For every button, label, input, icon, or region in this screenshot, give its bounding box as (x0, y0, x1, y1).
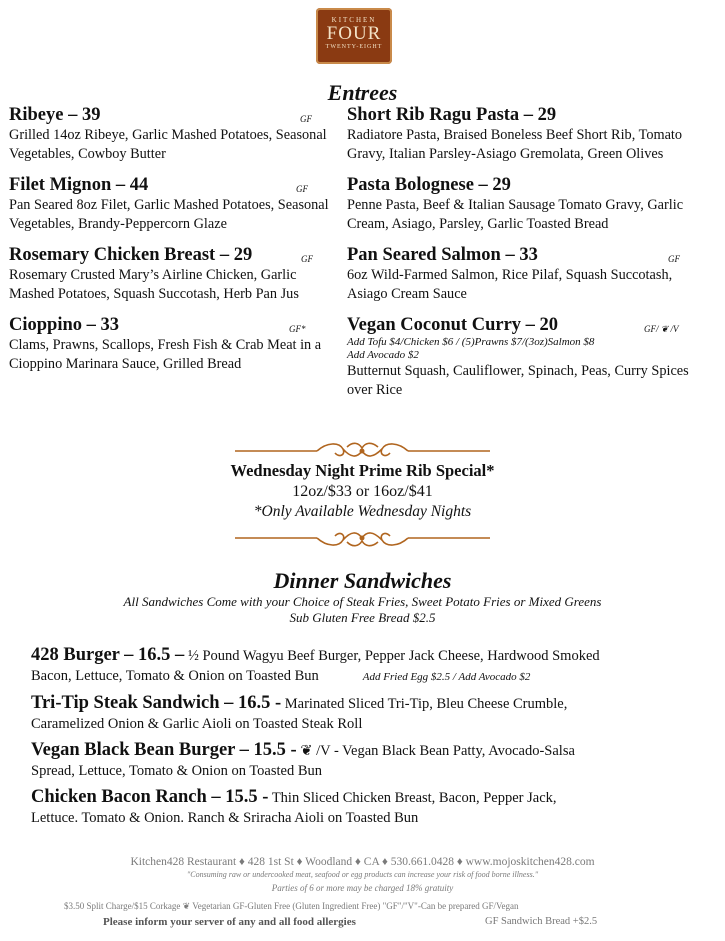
entree-name: Short Rib Ragu Pasta – 29 (347, 105, 557, 125)
logo-line-1: KITCHEN (331, 16, 377, 24)
entree-addon: Add Tofu $4/Chicken $6 / (5)Prawns $7/(3oz)Salmon $8 (347, 336, 595, 348)
entree-description: Radiatore Pasta, Braised Boneless Beef Short Rib, Tomato Gravy, Italian Parsley-Asiago Gremolata, Green Olives (347, 127, 683, 162)
entree-description: Pan Seared 8oz Filet, Garlic Mashed Potatoes, Seasonal Vegetables, Brandy-Peppercorn Glaze (9, 197, 329, 232)
sandwich-description-cont: Lettuce. Tomato & Onion. Ranch & Sriracha Aioli on Toasted Bun (31, 810, 419, 826)
sandwich-item (31, 693, 703, 734)
footer-address: Kitchen428 Restaurant ♦ 428 1st St ♦ Woodland ♦ CA ♦ 530.661.0428 ♦ www.mojoskitchen428.com (130, 856, 595, 868)
ornamental-divider-top (235, 440, 490, 462)
footer-gratuity: Parties of 6 or more may be charged 18% gratuity (271, 883, 454, 893)
diet-tag: GF/ ❦ /V (644, 324, 679, 334)
entree-item (9, 174, 337, 234)
entree-item (9, 104, 337, 164)
sandwich-list (31, 645, 703, 834)
entree-description: Butternut Squash, Cauliflower, Spinach, Peas, Curry Spices over Rice (347, 363, 689, 398)
entree-description: Penne Pasta, Beef & Italian Sausage Tomato Gravy, Garlic Cream, Asiago, Parsley, Garlic Toasted Bread (347, 197, 684, 232)
entrees-right-column (347, 104, 699, 410)
entrees-title: Entrees (327, 80, 398, 105)
special-price: 12oz/$33 or 16oz/$41 (292, 483, 433, 500)
footer-allergy-note: Please inform your server of any and all food allergies (103, 916, 356, 928)
sandwich-description: ❦ /V - Vegan Black Bean Patty, Avocado-Salsa (296, 743, 575, 759)
sandwich-description-cont: Spread, Lettuce, Tomato & Onion on Toasted Bun (31, 763, 323, 779)
entree-item (347, 104, 699, 164)
sandwiches-title: Dinner Sandwiches (273, 568, 452, 593)
sandwiches-intro-line-2: Sub Gluten Free Bread $2.5 (289, 610, 436, 625)
ornamental-divider-bottom (235, 527, 490, 549)
sandwich-item (31, 740, 703, 781)
sandwiches-intro-line-1: All Sandwiches Come with your Choice of Steak Fries, Sweet Potato Fries or Mixed Greens (123, 594, 602, 609)
footer-legend: $3.50 Split Charge/$15 Corkage ❦ Vegetarian GF-Gluten Free (Gluten Ingredient Free) "GF"/"V"-Can be prepared GF/Vegan (64, 901, 519, 911)
sandwiches-intro (0, 594, 725, 626)
footer-health-warning: "Consuming raw or undercooked meat, seafood or egg products can increase your risk of food borne illness." (186, 870, 539, 879)
entree-name: Pasta Bolognese – 29 (347, 175, 511, 195)
entree-description: 6oz Wild-Farmed Salmon, Rice Pilaf, Squash Succotash, Asiago Cream Sauce (347, 267, 673, 302)
special-note: *Only Available Wednesday Nights (253, 503, 472, 520)
entree-description: Rosemary Crusted Mary’s Airline Chicken, Garlic Mashed Potatoes, Squash Succotash, Herb Pan Jus (9, 267, 299, 302)
entree-name: Vegan Coconut Curry – 20 GF/ ❦ /V (347, 314, 699, 336)
entree-item (347, 174, 699, 234)
entrees-left-column (9, 104, 337, 384)
diet-tag: GF (301, 254, 313, 264)
sandwich-name: Tri-Tip Steak Sandwich – 16.5 - (31, 693, 282, 713)
entree-description: Clams, Prawns, Scallops, Fresh Fish & Crab Meat in a Cioppino Marinara Sauce, Grilled Bread (9, 337, 322, 372)
sandwich-description: Marinated Sliced Tri-Tip, Bleu Cheese Crumble, (281, 696, 568, 712)
logo-line-2: FOUR (326, 23, 382, 44)
footer-gf-bread: GF Sandwich Bread +$2.5 (485, 916, 598, 927)
sandwich-item (31, 645, 703, 687)
entree-name: Pan Seared Salmon – 33 GF (347, 244, 699, 266)
special-title: Wednesday Night Prime Rib Special* (230, 461, 495, 480)
diet-tag: GF (300, 114, 312, 124)
sandwich-item (31, 787, 703, 828)
entree-description: Grilled 14oz Ribeye, Garlic Mashed Potatoes, Seasonal Vegetables, Cowboy Butter (9, 127, 327, 162)
sandwich-addons: Add Fried Egg $2.5 / Add Avocado $2 (362, 671, 531, 683)
logo-line-3: TWENTY-EIGHT (325, 44, 383, 50)
diet-tag: GF (296, 184, 308, 194)
restaurant-logo (316, 8, 392, 64)
entree-name: Filet Mignon – 44 GF (9, 174, 337, 196)
sandwich-description: Thin Sliced Chicken Breast, Bacon, Pepper Jack, (268, 790, 557, 806)
sandwich-description-cont: Bacon, Lettuce, Tomato & Onion on Toasted Bun (31, 668, 319, 684)
entree-addon: Add Avocado $2 (347, 349, 419, 361)
entree-name: Ribeye – 39 GF (9, 104, 337, 126)
diet-tag: GF (668, 254, 680, 264)
entree-item (347, 314, 699, 400)
entree-name: Cioppino – 33 GF* (9, 314, 337, 336)
sandwich-name: Chicken Bacon Ranch – 15.5 - (31, 787, 269, 807)
entree-item (9, 244, 337, 304)
entree-item (9, 314, 337, 374)
sandwich-description-cont: Caramelized Onion & Garlic Aioli on Toasted Steak Roll (31, 716, 363, 732)
diet-tag: GF* (289, 324, 306, 334)
entree-name: Rosemary Chicken Breast – 29 GF (9, 244, 337, 266)
sandwich-name: Vegan Black Bean Burger – 15.5 - (31, 740, 297, 760)
prime-rib-special (0, 460, 725, 522)
sandwich-description: ½ Pound Wagyu Beef Burger, Pepper Jack Cheese, Hardwood Smoked (184, 648, 600, 664)
entree-item (347, 244, 699, 304)
sandwich-name: 428 Burger – 16.5 – (31, 645, 185, 665)
